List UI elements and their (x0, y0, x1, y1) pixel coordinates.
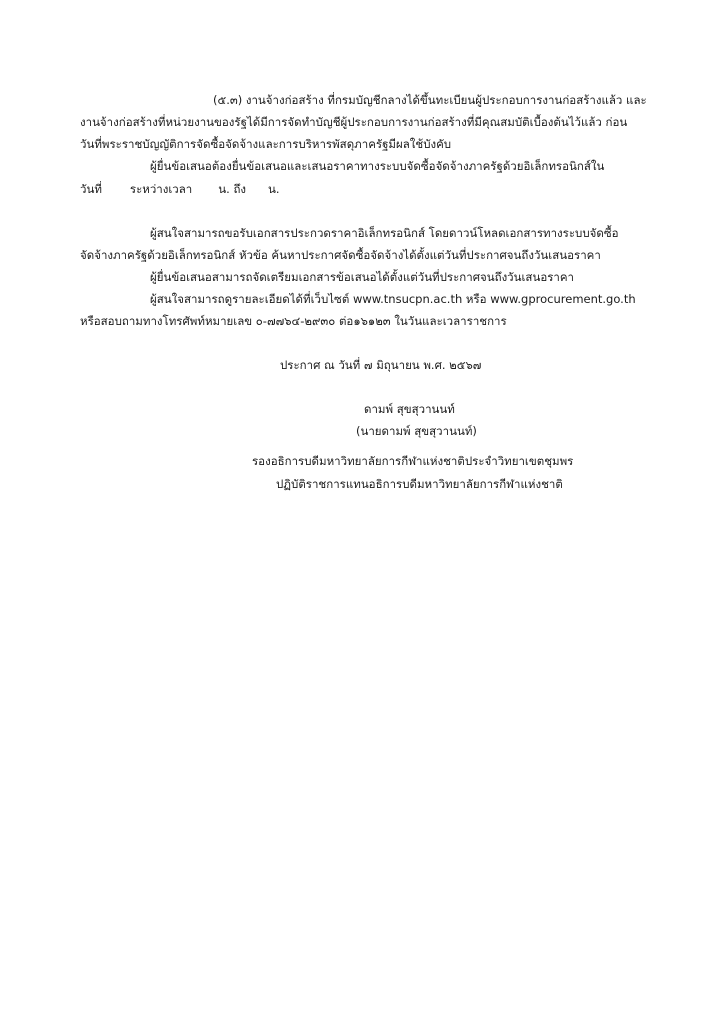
para4-line1: ผู้ยื่นข้อเสนอสามารถจัดเตรียมเอกสารข้อเสนอได้ตั้งแต่วันที่ประกาศจนถึงวันเสนอราคา (150, 270, 575, 284)
signature-position-1: รองอธิการบดีมหาวิทยาลัยการกีฬาแห่งชาติประจำวิทยาเขตชุมพร (252, 454, 574, 468)
para3-line2: จัดจ้างภาครัฐด้วยอิเล็กทรอนิกส์ หัวข้อ ค้นหาประกาศจัดซื้อจัดจ้างได้ตั้งแต่วันที่ประกาศจนถึงวันเสนอราคา (80, 248, 601, 262)
signature-position-2: ปฏิบัติราชการแทนอธิการบดีมหาวิทยาลัยการกีฬาแห่งชาติ (276, 477, 563, 491)
para2-line2 (80, 181, 280, 197)
bid-time-to: น. (268, 182, 280, 196)
signature-full-name: (นายดามพ์ สุขสุวานนท์) (356, 424, 477, 438)
para1-line1: (๕.๓) งานจ้างก่อสร้าง ที่กรมบัญชีกลางได้ขึ้นทะเบียนผู้ประกอบการงานก่อสร้างแล้ว และ (213, 93, 647, 107)
para1-line2: งานจ้างก่อสร้างที่หน่วยงานของรัฐได้มีการจัดทำบัญชีผู้ประกอบการงานก่อสร้างที่มีคุณสมบัติเบื้องต้นไว้แล้ว ก่อน (80, 115, 628, 129)
para1-line3: วันที่พระราชบัญญัติการจัดซื้อจัดจ้างและการบริหารพัสดุภาครัฐมีผลใช้บังคับ (80, 137, 452, 151)
bid-time-label: ระหว่างเวลา (129, 182, 193, 196)
para3-line1: ผู้สนใจสามารถขอรับเอกสารประกวดราคาอิเล็กทรอนิกส์ โดยดาวน์โหลดเอกสารทางระบบจัดซื้อ (150, 226, 619, 240)
signature-name: ดามพ์ สุขสุวานนท์ (364, 402, 455, 416)
bid-time-from: น. ถึง (218, 182, 247, 196)
para5-line2: หรือสอบถามทางโทรศัพท์หมายเลข ๐-๗๗๖๔-๒๙๓๐ ต่อ๑๖๑๒๓ ในวันและเวลาราชการ (80, 314, 507, 328)
para2-line1: ผู้ยื่นข้อเสนอต้องยื่นข้อเสนอและเสนอราคาทางระบบจัดซื้อจัดจ้างภาครัฐด้วยอิเล็กทรอนิกส์ใน (150, 159, 605, 173)
bid-day-label: วันที่ (80, 182, 102, 196)
para5-line1: ผู้สนใจสามารถดูรายละเอียดได้ที่เว็บไซต์ www.tnsucpn.ac.th หรือ www.gprocurement.go.th (150, 292, 636, 306)
announce-date: ประกาศ ณ วันที่ ๗ มิถุนายน พ.ศ. ๒๕๖๗ (280, 358, 482, 372)
